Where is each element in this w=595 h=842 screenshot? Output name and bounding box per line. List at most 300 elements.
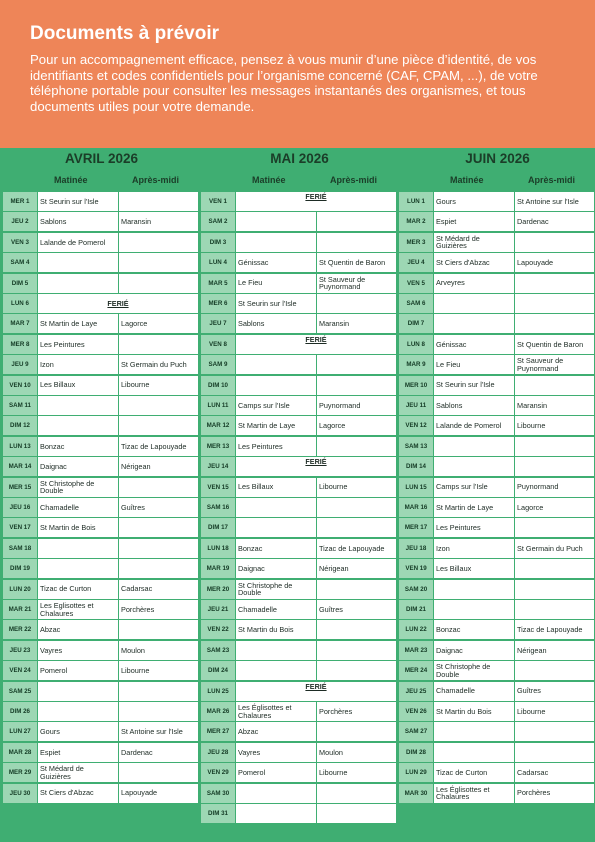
morning-slot bbox=[236, 498, 316, 517]
documents-banner bbox=[0, 0, 595, 148]
calendar-row bbox=[399, 253, 594, 272]
morning-slot bbox=[38, 457, 118, 476]
morning-location: Lalande de Pomerol bbox=[436, 421, 502, 431]
calendar-row bbox=[201, 539, 396, 558]
afternoon-slot bbox=[119, 355, 198, 374]
day-label: LUN 8 bbox=[399, 335, 433, 354]
afternoon-location: Puynormand bbox=[517, 482, 559, 492]
afternoon-slot bbox=[515, 722, 594, 741]
calendar-row bbox=[3, 233, 198, 252]
morning-location: St Martin de Laye bbox=[40, 319, 98, 329]
morning-location: St Christophe de Double bbox=[436, 662, 491, 679]
day-label: DIM 21 bbox=[399, 600, 433, 619]
morning-slot bbox=[236, 641, 316, 660]
afternoon-location: St Quentin de Baron bbox=[517, 339, 584, 349]
afternoon-slot bbox=[317, 355, 396, 374]
afternoon-slot bbox=[515, 416, 594, 435]
morning-slot bbox=[236, 559, 316, 578]
calendar-row bbox=[399, 518, 594, 537]
morning-location: Bonzac bbox=[238, 543, 263, 553]
day-label: JEU 18 bbox=[399, 539, 433, 558]
day-label: MER 6 bbox=[201, 294, 235, 313]
day-label: LUN 6 bbox=[3, 294, 37, 313]
day-label: SAM 2 bbox=[201, 212, 235, 231]
calendar-row bbox=[201, 416, 396, 435]
matinee-header: Matinée bbox=[54, 175, 88, 185]
holiday-label: FERIÉ bbox=[107, 298, 129, 308]
calendar-row bbox=[201, 559, 396, 578]
month-title: JUIN 2026 bbox=[465, 151, 530, 166]
morning-slot bbox=[236, 539, 316, 558]
calendar-row bbox=[201, 804, 396, 823]
morning-slot bbox=[236, 212, 316, 231]
day-label: MER 20 bbox=[201, 580, 235, 599]
afternoon-slot bbox=[515, 539, 594, 558]
calendar-row bbox=[3, 763, 198, 782]
morning-slot bbox=[38, 233, 118, 252]
morning-slot bbox=[434, 641, 514, 660]
calendar-row bbox=[201, 376, 396, 395]
day-label: LUN 18 bbox=[201, 539, 235, 558]
afternoon-slot bbox=[317, 539, 396, 558]
afternoon-slot bbox=[515, 396, 594, 415]
day-label: SAM 4 bbox=[3, 253, 37, 272]
day-label: JEU 9 bbox=[3, 355, 37, 374]
morning-slot bbox=[434, 722, 514, 741]
holiday-cell bbox=[236, 682, 396, 701]
day-label: MER 1 bbox=[3, 192, 37, 211]
morning-location: Espiet bbox=[40, 747, 61, 757]
afternoon-location: St Sauveur de Puynormand bbox=[517, 356, 564, 373]
calendar-row bbox=[201, 437, 396, 456]
calendar-row bbox=[3, 335, 198, 354]
morning-location: Le Fieu bbox=[436, 359, 461, 369]
day-label: VEN 29 bbox=[201, 763, 235, 782]
morning-slot bbox=[434, 702, 514, 721]
day-label: JEU 7 bbox=[201, 314, 235, 333]
afternoon-location: St Antoine sur l'Isle bbox=[121, 727, 183, 737]
afternoon-location: St Germain du Puch bbox=[517, 543, 583, 553]
calendar-row bbox=[399, 355, 594, 374]
morning-slot bbox=[236, 396, 316, 415]
afternoon-location: Libourne bbox=[517, 706, 546, 716]
afternoon-slot bbox=[515, 743, 594, 762]
afternoon-location: Lapouyade bbox=[517, 257, 554, 267]
calendar-row bbox=[399, 274, 594, 293]
day-label: LUN 15 bbox=[399, 478, 433, 497]
calendar-row bbox=[399, 396, 594, 415]
afternoon-slot bbox=[317, 274, 396, 293]
calendar-row bbox=[201, 457, 396, 476]
morning-slot bbox=[38, 355, 118, 374]
afternoon-slot bbox=[317, 559, 396, 578]
morning-slot bbox=[236, 661, 316, 680]
month-title: AVRIL 2026 bbox=[64, 151, 139, 166]
morning-location: Les Peintures bbox=[436, 523, 481, 533]
day-label: VEN 15 bbox=[201, 478, 235, 497]
afternoon-location: Tizac de Lapouyade bbox=[517, 625, 583, 635]
afternoon-location: Dardenac bbox=[121, 747, 153, 757]
day-label: VEN 1 bbox=[201, 192, 235, 211]
morning-location: Camps sur l'Isle bbox=[238, 400, 290, 410]
morning-location: Daignac bbox=[436, 645, 463, 655]
morning-location: Les Eglisottes et Chalaures bbox=[40, 601, 94, 618]
morning-location: Abzac bbox=[40, 625, 61, 635]
calendar-row bbox=[3, 661, 198, 680]
day-label: JEU 23 bbox=[3, 641, 37, 660]
morning-location: Abzac bbox=[238, 727, 259, 737]
day-label: DIM 28 bbox=[399, 743, 433, 762]
morning-location: Pomerol bbox=[238, 767, 266, 777]
day-label: SAM 20 bbox=[399, 580, 433, 599]
morning-slot bbox=[236, 376, 316, 395]
afternoon-slot bbox=[317, 233, 396, 252]
calendar-row bbox=[399, 437, 594, 456]
morning-location: Gours bbox=[436, 196, 456, 206]
morning-slot bbox=[38, 580, 118, 599]
holiday-cell bbox=[236, 335, 396, 354]
calendar-row bbox=[3, 539, 198, 558]
morning-location: Pomerol bbox=[40, 665, 68, 675]
day-label: MER 15 bbox=[3, 478, 37, 497]
afternoon-slot bbox=[515, 580, 594, 599]
day-label: JEU 25 bbox=[399, 682, 433, 701]
afternoon-slot bbox=[317, 784, 396, 803]
day-label: LUN 25 bbox=[201, 682, 235, 701]
morning-location: Sablons bbox=[436, 400, 463, 410]
afternoon-slot bbox=[119, 437, 198, 456]
day-label: MER 8 bbox=[3, 335, 37, 354]
afternoon-slot bbox=[317, 376, 396, 395]
morning-slot bbox=[236, 416, 316, 435]
morning-slot bbox=[38, 518, 118, 537]
calendar-row bbox=[399, 212, 594, 231]
morning-location: Lalande de Pomerol bbox=[40, 237, 106, 247]
morning-location: Vayres bbox=[238, 747, 261, 757]
morning-slot bbox=[38, 478, 118, 497]
holiday-cell bbox=[38, 294, 198, 313]
morning-location: Les Billaux bbox=[40, 380, 76, 390]
afternoon-location: Nérigean bbox=[517, 645, 547, 655]
morning-slot bbox=[236, 233, 316, 252]
morning-slot bbox=[434, 457, 514, 476]
afternoon-slot bbox=[317, 580, 396, 599]
morning-location: St Martin de Laye bbox=[436, 502, 494, 512]
calendar-row bbox=[399, 233, 594, 252]
afternoon-slot bbox=[515, 192, 594, 211]
day-label: LUN 22 bbox=[399, 620, 433, 639]
morning-slot bbox=[236, 274, 316, 293]
day-label: VEN 26 bbox=[399, 702, 433, 721]
afternoon-slot bbox=[119, 192, 198, 211]
morning-slot bbox=[236, 743, 316, 762]
day-label: DIM 19 bbox=[3, 559, 37, 578]
holiday-label: FERIÉ bbox=[305, 681, 327, 691]
morning-slot bbox=[38, 682, 118, 701]
afternoon-slot bbox=[119, 661, 198, 680]
afternoon-slot bbox=[515, 763, 594, 782]
day-label: MAR 5 bbox=[201, 274, 235, 293]
morning-slot bbox=[38, 661, 118, 680]
day-label: DIM 10 bbox=[201, 376, 235, 395]
day-label: VEN 17 bbox=[3, 518, 37, 537]
afternoon-slot bbox=[515, 784, 594, 803]
afternoon-slot bbox=[119, 233, 198, 252]
day-label: MER 29 bbox=[3, 763, 37, 782]
calendar-row bbox=[399, 702, 594, 721]
day-label: MAR 28 bbox=[3, 743, 37, 762]
morning-slot bbox=[236, 600, 316, 619]
afternoon-location: Dardenac bbox=[517, 217, 549, 227]
day-label: VEN 24 bbox=[3, 661, 37, 680]
morning-slot bbox=[434, 580, 514, 599]
day-label: JEU 16 bbox=[3, 498, 37, 517]
morning-location: St Martin du Bois bbox=[436, 706, 492, 716]
afternoon-slot bbox=[515, 682, 594, 701]
afternoon-location: Libourne bbox=[319, 767, 348, 777]
morning-slot bbox=[38, 314, 118, 333]
afternoon-location: St Germain du Puch bbox=[121, 359, 187, 369]
calendar-row bbox=[399, 784, 594, 803]
morning-slot bbox=[38, 396, 118, 415]
afternoon-slot bbox=[119, 457, 198, 476]
morning-location: Les Billaux bbox=[436, 563, 472, 573]
afternoon-slot bbox=[119, 253, 198, 272]
calendar-row bbox=[3, 457, 198, 476]
afternoon-slot bbox=[119, 784, 198, 803]
morning-location: St Martin de Bois bbox=[40, 523, 96, 533]
morning-location: St Christophe de Double bbox=[40, 478, 95, 496]
calendar-row bbox=[201, 355, 396, 374]
calendar-row bbox=[399, 416, 594, 435]
afternoon-slot bbox=[317, 641, 396, 660]
day-label: LUN 29 bbox=[399, 763, 433, 782]
morning-slot bbox=[434, 498, 514, 517]
afternoon-slot bbox=[515, 314, 594, 333]
day-label: SAM 30 bbox=[201, 784, 235, 803]
afternoon-slot bbox=[317, 661, 396, 680]
morning-location: Daignac bbox=[238, 563, 265, 573]
afternoon-slot bbox=[515, 212, 594, 231]
morning-slot bbox=[236, 722, 316, 741]
day-label: DIM 26 bbox=[3, 702, 37, 721]
morning-location: St Ciers d'Abzac bbox=[40, 788, 94, 798]
morning-location: Izon bbox=[40, 359, 54, 369]
calendar-row bbox=[201, 498, 396, 517]
month-header bbox=[399, 150, 595, 188]
afternoon-location: Tizac de Lapouyade bbox=[319, 543, 385, 553]
calendar-row bbox=[3, 559, 198, 578]
afternoon-location: Guîtres bbox=[517, 686, 541, 696]
day-label: LUN 20 bbox=[3, 580, 37, 599]
day-label: DIM 12 bbox=[3, 416, 37, 435]
morning-location: Les Églisottes et Chalaures bbox=[436, 784, 490, 802]
day-label: LUN 13 bbox=[3, 437, 37, 456]
day-label: MAR 7 bbox=[3, 314, 37, 333]
afternoon-slot bbox=[317, 722, 396, 741]
calendar-row bbox=[399, 335, 594, 354]
morning-slot bbox=[38, 784, 118, 803]
morning-slot bbox=[434, 518, 514, 537]
holiday-cell bbox=[236, 457, 396, 476]
calendar-row bbox=[201, 518, 396, 537]
calendar-row bbox=[201, 702, 396, 721]
calendar-row bbox=[399, 539, 594, 558]
afternoon-location: Moulon bbox=[319, 747, 343, 757]
calendar-row bbox=[399, 722, 594, 741]
morning-slot bbox=[434, 212, 514, 231]
month-header bbox=[3, 150, 200, 188]
afternoon-location: Tizac de Lapouyade bbox=[121, 441, 187, 451]
afternoon-slot bbox=[119, 518, 198, 537]
afternoon-slot bbox=[317, 396, 396, 415]
morning-slot bbox=[236, 437, 316, 456]
calendar-row bbox=[399, 457, 594, 476]
day-label: MAR 9 bbox=[399, 355, 433, 374]
morning-slot bbox=[38, 437, 118, 456]
day-label: MER 17 bbox=[399, 518, 433, 537]
afternoon-slot bbox=[515, 355, 594, 374]
afternoon-slot bbox=[515, 294, 594, 313]
afternoon-location: Lagorce bbox=[517, 502, 544, 512]
day-label: SAM 25 bbox=[3, 682, 37, 701]
day-label: DIM 5 bbox=[3, 274, 37, 293]
morning-slot bbox=[38, 498, 118, 517]
morning-location: Bonzac bbox=[40, 441, 65, 451]
calendar-row bbox=[201, 641, 396, 660]
month-title: MAI 2026 bbox=[270, 151, 329, 166]
afternoon-slot bbox=[119, 314, 198, 333]
day-label: MAR 16 bbox=[399, 498, 433, 517]
day-label: SAM 13 bbox=[399, 437, 433, 456]
calendar-row bbox=[3, 722, 198, 741]
day-label: VEN 3 bbox=[3, 233, 37, 252]
afternoon-location: Porchères bbox=[319, 706, 353, 716]
afternoon-slot bbox=[317, 518, 396, 537]
afternoon-slot bbox=[515, 233, 594, 252]
afternoon-location: Guîtres bbox=[121, 502, 145, 512]
calendar-row bbox=[399, 559, 594, 578]
afternoon-location: Maransin bbox=[319, 319, 350, 329]
morning-location: St Seurin sur l'Isle bbox=[436, 380, 495, 390]
afternoon-location: Libourne bbox=[319, 482, 348, 492]
day-label: SAM 9 bbox=[201, 355, 235, 374]
day-label: SAM 27 bbox=[399, 722, 433, 741]
afternoon-location: Libourne bbox=[121, 380, 150, 390]
morning-slot bbox=[236, 804, 316, 823]
afternoon-location: Libourne bbox=[121, 665, 150, 675]
calendar-row bbox=[201, 600, 396, 619]
calendar-row bbox=[399, 314, 594, 333]
morning-slot bbox=[38, 743, 118, 762]
afternoon-slot bbox=[515, 702, 594, 721]
day-label: VEN 19 bbox=[399, 559, 433, 578]
afternoon-slot bbox=[317, 498, 396, 517]
calendar-row bbox=[3, 253, 198, 272]
afternoon-location: Libourne bbox=[517, 421, 546, 431]
calendar-row bbox=[3, 376, 198, 395]
morning-location: Les Peintures bbox=[40, 339, 85, 349]
morning-location: St Médard de Guizières bbox=[40, 764, 84, 781]
afternoon-slot bbox=[317, 804, 396, 823]
calendar-row bbox=[3, 192, 198, 211]
afternoon-slot bbox=[317, 437, 396, 456]
day-label: DIM 17 bbox=[201, 518, 235, 537]
morning-location: Daignac bbox=[40, 461, 67, 471]
month-header bbox=[201, 150, 398, 188]
afternoon-slot bbox=[515, 661, 594, 680]
afternoon-slot bbox=[515, 620, 594, 639]
calendar-row bbox=[3, 212, 198, 231]
calendar-row bbox=[3, 580, 198, 599]
afternoon-slot bbox=[515, 478, 594, 497]
day-label: SAM 23 bbox=[201, 641, 235, 660]
calendar-row bbox=[3, 294, 198, 313]
morning-location: Les Billaux bbox=[238, 482, 274, 492]
calendar-row bbox=[3, 498, 198, 517]
day-label: SAM 16 bbox=[201, 498, 235, 517]
calendar-row bbox=[3, 437, 198, 456]
calendar-row bbox=[201, 580, 396, 599]
calendar-row bbox=[3, 641, 198, 660]
calendar-row bbox=[201, 314, 396, 333]
morning-location: St Martin de Laye bbox=[238, 421, 296, 431]
day-label: JEU 14 bbox=[201, 457, 235, 476]
morning-slot bbox=[434, 661, 514, 680]
calendar-row bbox=[399, 763, 594, 782]
afternoon-location: Lagorce bbox=[121, 319, 148, 329]
afternoon-location: Nérigean bbox=[121, 461, 151, 471]
day-label: MAR 2 bbox=[399, 212, 433, 231]
day-label: VEN 5 bbox=[399, 274, 433, 293]
column-headers bbox=[201, 175, 398, 187]
calendar-row bbox=[201, 233, 396, 252]
day-label: JEU 2 bbox=[3, 212, 37, 231]
afternoon-slot bbox=[515, 457, 594, 476]
banner-body: Pour un accompagnement efficace, pensez à vous munir d’une pièce d’identité, de vos identifiants et codes confidentiels pour l’organisme concerné (CAF, CPAM, ...), de votre téléphone portable pour consulter les messages instantanés des organismes, et tous documents utiles pour votre demande. bbox=[30, 52, 538, 114]
apres-midi-header: Après-midi bbox=[528, 175, 576, 185]
calendar-row bbox=[399, 376, 594, 395]
day-label: MAR 21 bbox=[3, 600, 37, 619]
afternoon-location: Maransin bbox=[517, 400, 548, 410]
afternoon-slot bbox=[515, 335, 594, 354]
day-label: DIM 7 bbox=[399, 314, 433, 333]
morning-slot bbox=[38, 376, 118, 395]
morning-slot bbox=[38, 722, 118, 741]
morning-slot bbox=[434, 620, 514, 639]
day-label: LUN 1 bbox=[399, 192, 433, 211]
afternoon-slot bbox=[317, 253, 396, 272]
afternoon-location: St Quentin de Baron bbox=[319, 257, 386, 267]
morning-location: Les Peintures bbox=[238, 441, 283, 451]
calendar-row bbox=[3, 396, 198, 415]
afternoon-slot bbox=[119, 580, 198, 599]
afternoon-slot bbox=[515, 498, 594, 517]
morning-location: Espiet bbox=[436, 217, 457, 227]
morning-slot bbox=[236, 253, 316, 272]
calendar-row bbox=[201, 478, 396, 497]
morning-slot bbox=[38, 212, 118, 231]
afternoon-slot bbox=[317, 478, 396, 497]
morning-slot bbox=[236, 314, 316, 333]
day-label: VEN 10 bbox=[3, 376, 37, 395]
matinee-header: Matinée bbox=[252, 175, 286, 185]
calendar-row bbox=[201, 253, 396, 272]
day-label: VEN 8 bbox=[201, 335, 235, 354]
afternoon-location: Maransin bbox=[121, 217, 152, 227]
calendar-row bbox=[399, 620, 594, 639]
afternoon-slot bbox=[119, 498, 198, 517]
